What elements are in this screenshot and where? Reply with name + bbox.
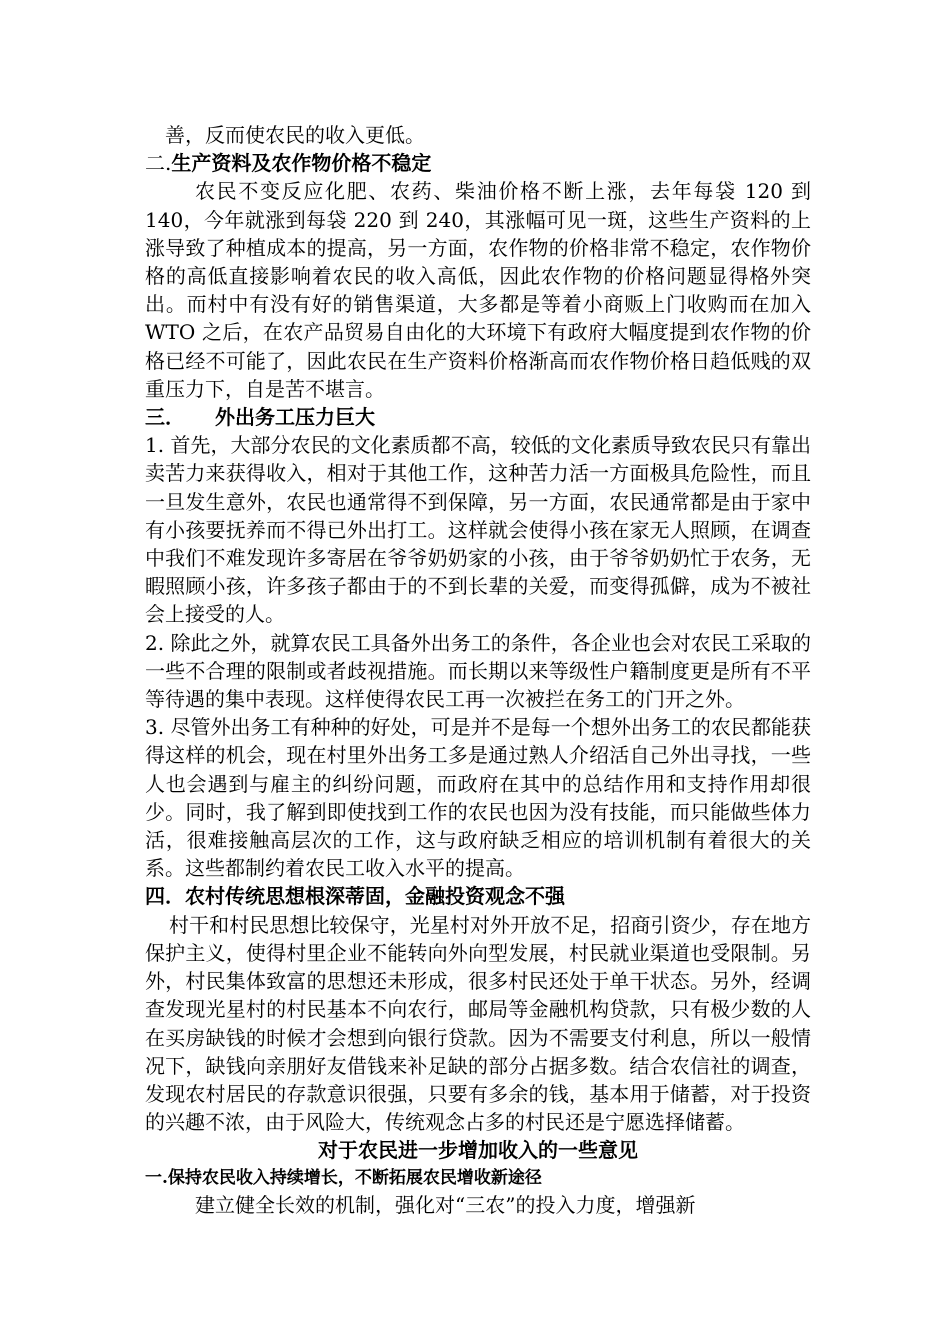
suggestion-1-heading: 一.保持农民收入持续增长，不断拓展农民增收新途径	[145, 1167, 542, 1188]
paragraph-continuation: 善，反而使农民的收入更低。	[165, 123, 425, 147]
document-body	[145, 121, 811, 1219]
section-4-heading: 四．农村传统思想根深蒂固，金融投资观念不强	[145, 884, 565, 909]
section-3-item-1: 1. 首先，大部分农民的文化素质都不高，较低的文化素质导致农民只有靠出卖苦力来获得收入，相对于其他工作，这种苦力活一方面极具危险性，而且一旦发生意外，农民也通常得不到保障，另一方面，农民通常都是由于家中有小孩要抚养而不得已外出打工。这样就会使得小孩在家无人照顾，在调查中我们不难发现许多寄居在爷爷奶奶家的小孩，由于爷爷奶奶忙于农务，无暇照顾小孩，许多孩子都由于的不到长辈的关爱，而变得孤僻，成为不被社会上接受的人。	[145, 433, 811, 627]
section-2-number: 二.	[145, 151, 172, 176]
section-3-title: 外出务工压力巨大	[215, 405, 375, 430]
section-3-item-2: 2. 除此之外，就算农民工具备外出务工的条件，各企业也会对农民工采取的一些不合理的限制或者歧视措施。而长期以来等级性户籍制度更是所有不平等待遇的集中表现。这样使得农民工再一次被拦在务工的门开之外。	[145, 630, 811, 712]
section-2-title: 生产资料及农作物价格不稳定	[171, 151, 432, 176]
suggestion-1-paragraph: 建立健全长效的机制，强化对“三农”的投入力度，增强新	[195, 1192, 696, 1217]
section-4-paragraph: 村干和村民思想比较保守，光星村对外开放不足，招商引资少，存在地方保护主义，使得村里企业不能转向外向型发展，村民就业渠道也受限制。另外，村民集体致富的思想还未形成，很多村民还处于单干状态。另外，经调查发现光星村的村民基本不向农行，邮局等金融机构贷款，只有极少数的人在买房缺钱的时候才会想到向银行贷款。因为不需要支付利息，所以一般情况下，缺钱向亲朋好友借钱来补足缺的部分占据多数。结合农信社的调查，发现农村居民的存款意识很强，只要有多余的钱，基本用于储蓄，对于投资的兴趣不浓，由于风险大，传统观念占多的村民还是宁愿选择储蓄。	[145, 912, 811, 1135]
section-2-paragraph: 农民不变反应化肥、农药、柴油价格不断上涨，去年每袋 120 到 140，今年就涨到每袋 220 到 240，其涨幅可见一斑，这些生产资料的上涨导致了种植成本的提高，另一方面，农作物的价格非常不稳定，农作物价格的高低直接影响着农民的收入高低，因此农作物的价格问题显得格外突出。而村中有没有好的销售渠道，大多都是等着小商贩上门收购而在加入 WTO 之后，在农产品贸易自由化的大环境下有政府大幅度提到农作物的价格已经不可能了，因此农民在生产资料价格渐高而农作物价格日趋低贱的双重压力下，自是苦不堪言。	[145, 179, 811, 401]
section-2-heading	[145, 149, 811, 177]
section-3-heading	[145, 403, 811, 431]
suggestions-title: 对于农民进一步增加收入的一些意见	[318, 1138, 638, 1163]
section-3-item-3: 3. 尽管外出务工有种种的好处，可是并不是每一个想外出务工的农民都能获得这样的机会，现在村里外出务工多是通过熟人介绍活自己外出寻找，一些人也会遇到与雇主的纠纷问题，而政府在其中的总结作用和支持作用却很少。同时，我了解到即使找到工作的农民也因为没有技能，而只能做些体力活，很难接触高层次的工作，这与政府缺乏相应的培训机制有着很大的关系。这些都制约着农民工收入水平的提高。	[145, 715, 811, 881]
section-3-number: 三．	[145, 405, 185, 430]
